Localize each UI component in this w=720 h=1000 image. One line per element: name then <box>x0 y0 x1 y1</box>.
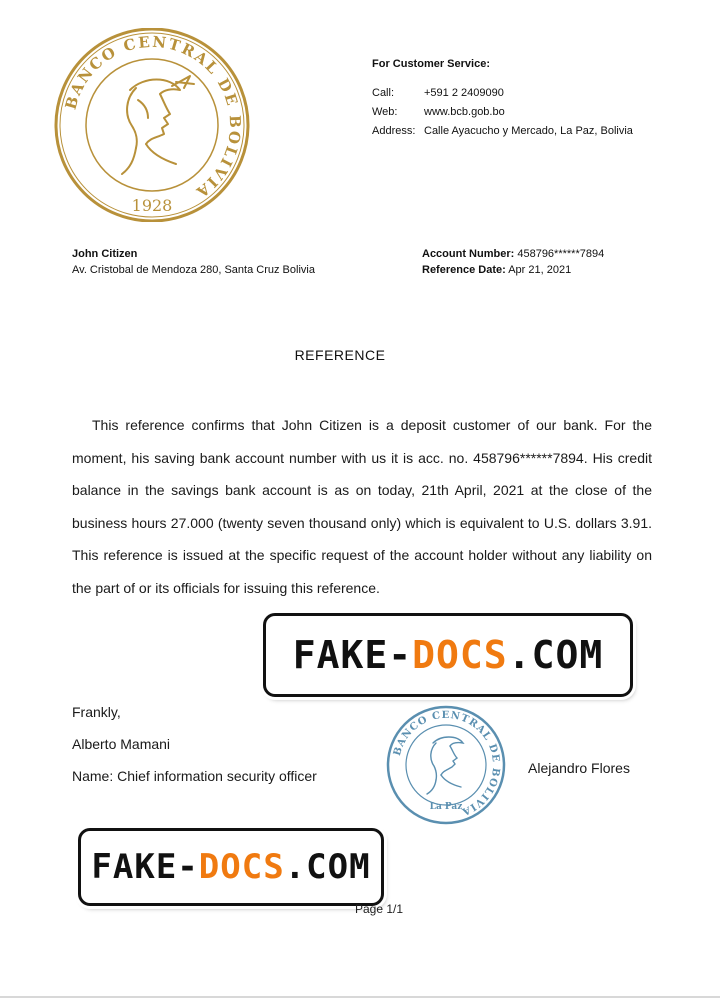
account-block <box>422 246 604 278</box>
document-title: REFERENCE <box>294 347 386 363</box>
watermark-banner <box>263 613 633 697</box>
cs-row-address <box>372 122 692 141</box>
seal-year: 1928 <box>131 196 173 215</box>
svg-text:BANCO CENTRAL DE BOLIVIA <box>62 33 245 202</box>
signer-name: Alberto Mamani <box>72 736 171 752</box>
body-paragraph: This reference confirms that John Citizen is a deposit customer of our bank. For the moment, his saving bank account number with us it is acc. no. 458796******7894. His credit balance in the savings bank account is as on today, 21th April, 2021 at the close of the business hours 27.000 (twenty seven thousand only) which is equivalent to U.S. dollars 3.91. This reference is issued at the specific request of the account holder without any liability on the part of or its officials for issuing this reference. <box>72 417 652 596</box>
second-signer-name: Alejandro Flores <box>528 760 630 776</box>
cs-label: Call: <box>372 87 395 99</box>
body-text <box>72 409 652 604</box>
bank-stamp <box>385 703 507 827</box>
customer-service-title: For Customer Service: <box>372 58 490 70</box>
recipient-block <box>72 246 315 278</box>
watermark-part: FAKE- <box>292 633 413 677</box>
cs-label: Address: <box>372 125 416 137</box>
watermark-accent: DOCS <box>198 847 285 887</box>
cs-row-web <box>372 103 692 122</box>
page-number: Page 1/1 <box>355 902 404 916</box>
seal-ring-text: BANCO CENTRAL DE BOLIVIA <box>61 32 245 203</box>
account-number-value: 458796******7894 <box>517 248 605 260</box>
salutation: Frankly, <box>72 704 121 720</box>
reference-date-value: Apr 21, 2021 <box>508 264 572 276</box>
recipient-address: Av. Cristobal de Mendoza 280, Santa Cruz Bolivia <box>72 264 315 276</box>
stamp-ring-text: BANCO CENTRAL DE BOLIVIA <box>391 709 502 818</box>
customer-service-block <box>372 58 692 141</box>
cs-value: +591 2 2409090 <box>424 87 504 99</box>
signer-title-label: Name: <box>72 768 114 784</box>
cs-value: Calle Ayacucho y Mercado, La Paz, Bolivia <box>424 125 633 137</box>
stamp-city: La Paz <box>429 802 463 812</box>
watermark-part: .COM <box>507 633 604 677</box>
watermark-accent: DOCS <box>412 633 508 677</box>
signer-title-value: Chief information security officer <box>117 768 317 784</box>
bank-seal-logo <box>52 28 252 222</box>
bottom-divider <box>0 996 720 998</box>
cs-value: www.bcb.gob.bo <box>424 106 505 118</box>
cs-label: Web: <box>372 106 398 118</box>
watermark-part: .COM <box>284 847 371 887</box>
reference-date-label: Reference Date: <box>422 264 506 276</box>
watermark-banner-bottom <box>78 828 384 906</box>
closing-block <box>72 696 317 792</box>
recipient-name: John Citizen <box>72 248 138 260</box>
cs-row-call <box>372 84 692 103</box>
watermark-part: FAKE- <box>91 847 199 887</box>
account-number-label: Account Number: <box>422 248 515 260</box>
